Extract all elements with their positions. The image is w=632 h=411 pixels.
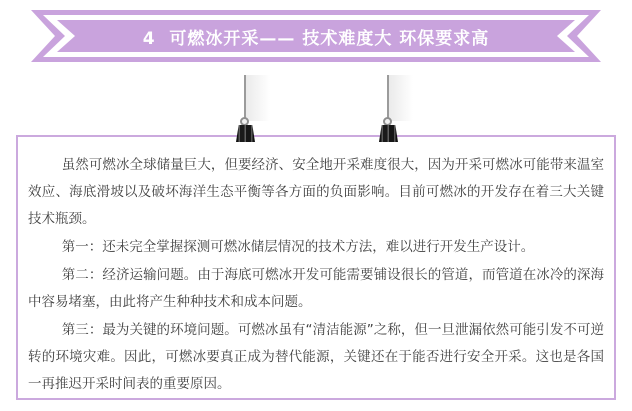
hanging-string-left bbox=[244, 75, 246, 122]
slide-title: 4 可燃冰开采—— 技术难度大 环保要求高 bbox=[142, 28, 490, 49]
paragraph-third: 第三：最为关键的环境问题。可燃冰虽有“清洁能源”之称，但一旦泄漏依然可能引发不可逆转的环境灾难。因此，可燃冰要真正成为替代能源，关键还在于能否进行安全开采。这也是各国一再推迟开采时间表的重要原因。 bbox=[28, 322, 604, 392]
paragraph-first: 第一：还未完全掌握探测可燃冰储层情况的技术方法，难以进行开发生产设计。 bbox=[61, 239, 535, 255]
paragraph-second: 第二：经济运输问题。由于海底可燃冰开发可能需要铺设很长的管道，而管道在冰冷的深海中容易堵塞，由此将产生种种技术和成本问题。 bbox=[28, 267, 604, 310]
string-shadow bbox=[246, 75, 270, 121]
binder-clip-right-icon bbox=[379, 125, 398, 142]
ribbon-inner-band bbox=[57, 20, 575, 52]
ribbon-banner-icon bbox=[31, 10, 601, 62]
content-box bbox=[16, 135, 616, 400]
paragraph-intro: 虽然可燃冰全球储量巨大，但要经济、安全地开采难度很大，因为开采可燃冰可能带来温室效应、海底滑坡以及破坏海洋生态平衡等各方面的负面影响。目前可燃冰的开发存在着三大关键技术瓶颈。 bbox=[28, 157, 604, 227]
binder-clip-ring-icon bbox=[240, 117, 249, 126]
binder-clip-ring-icon bbox=[383, 117, 392, 126]
hanging-string-right bbox=[387, 75, 389, 122]
binder-clip-left-icon bbox=[236, 125, 255, 142]
string-shadow bbox=[389, 75, 413, 121]
